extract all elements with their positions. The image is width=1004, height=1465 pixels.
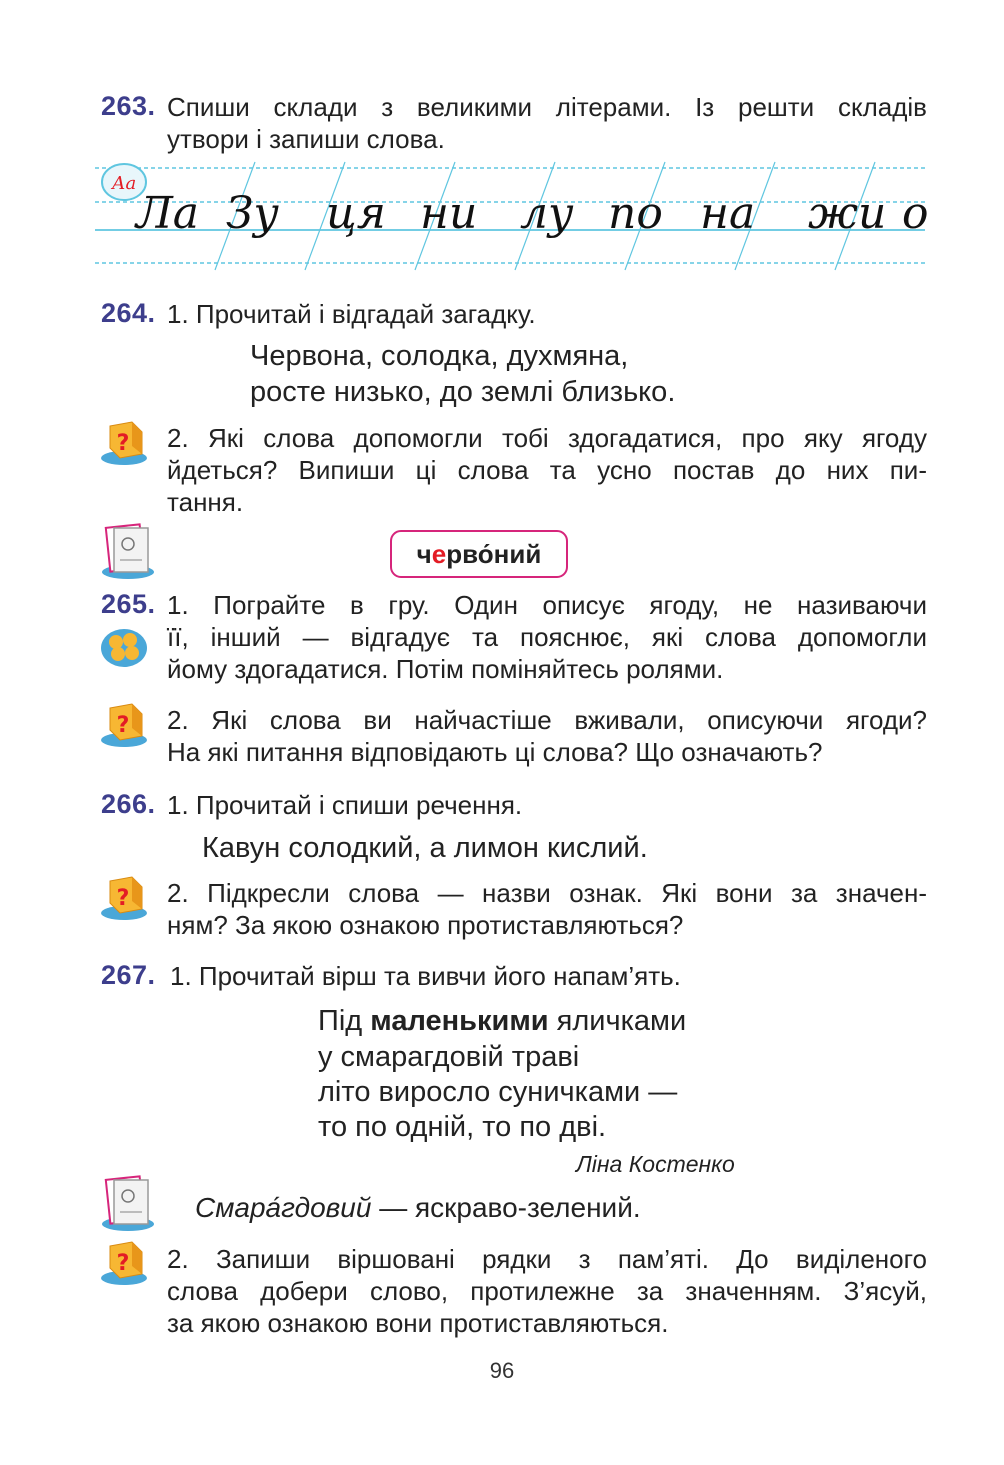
ex266-task2-line1: 2. Підкресли слова — назви ознак. Які вони за значен- bbox=[167, 878, 927, 908]
dictionary-icon bbox=[100, 522, 156, 580]
ex265-task1-line3: йому здогадатися. Потім поміняйтесь ролями. bbox=[167, 654, 724, 684]
svg-text:?: ? bbox=[116, 1251, 130, 1276]
question-cube-icon bbox=[98, 418, 150, 466]
svg-text:?: ? bbox=[116, 886, 130, 911]
ex267-task2-line1: 2. Запиши віршовані рядки з пам’яті. До виділеного bbox=[167, 1244, 927, 1274]
syllable-5: лу bbox=[520, 188, 574, 239]
question-cube-icon bbox=[98, 873, 150, 921]
exercise-number-265: 265. bbox=[101, 589, 156, 619]
syllable-1: Ла bbox=[136, 188, 199, 239]
ex265-task2-line2: На які питання відповідають ці слова? Що означають? bbox=[167, 737, 823, 767]
ex267-task2-line2: слова добери слово, протилежне за значенням. З’ясуй, bbox=[167, 1276, 927, 1306]
syllable-9: о bbox=[902, 188, 929, 239]
poem-line-3: літо виросло суничками — bbox=[318, 1076, 678, 1108]
ex264-riddle-line1: Червона, солодка, духмяна, bbox=[250, 340, 629, 372]
vocabulary-word-badge: черво́ний bbox=[390, 530, 568, 578]
ex266-task1: 1. Прочитай і спиши речення. bbox=[167, 790, 523, 820]
exercise-number-266: 266. bbox=[101, 789, 156, 819]
dictionary-icon bbox=[100, 1174, 156, 1232]
ex264-task2-line2: йдеться? Випиши ці слова та усно постав до них пи- bbox=[167, 455, 927, 485]
ex264-task1: 1. Прочитай і відгадай загадку. bbox=[167, 299, 536, 329]
ex263-line1: Спиши склади з великими літерами. Із решти складів bbox=[167, 92, 927, 122]
poem-author: Ліна Костенко bbox=[576, 1151, 735, 1177]
page-number: 96 bbox=[489, 1358, 515, 1383]
syllable-4: ни bbox=[420, 188, 478, 239]
ex264-task2-line1: 2. Які слова допомогли тобі здогадатися, про яку ягоду bbox=[167, 423, 927, 453]
exercise-number-264: 264. bbox=[101, 298, 156, 328]
question-cube-icon bbox=[98, 1238, 150, 1286]
ex264-task2-line3: тання. bbox=[167, 487, 244, 517]
svg-text:?: ? bbox=[116, 431, 130, 456]
syllable-7: на bbox=[700, 188, 756, 239]
exercise-number-263: 263. bbox=[101, 91, 156, 121]
poem-line-4: то по одній, то по дві. bbox=[318, 1111, 607, 1143]
syllable-6: по bbox=[608, 188, 663, 239]
question-cube-icon bbox=[98, 700, 150, 748]
syllable-2: Зу bbox=[226, 188, 279, 239]
syllable-8: жи bbox=[808, 188, 887, 239]
ex266-task2-line2: ням? За якою ознакою протиставляються? bbox=[167, 910, 684, 940]
poem-line-2: у смарагдовій траві bbox=[318, 1041, 580, 1073]
ex264-riddle-line2: росте низько, до землі близько. bbox=[250, 376, 676, 408]
ex265-task1-line2: її, інший — відгадує та пояснює, які слова допомогли bbox=[167, 622, 927, 652]
ex267-task1: 1. Прочитай вірш та вивчи його напам’ять. bbox=[170, 961, 681, 991]
poem-line-1: Під маленькими яличками bbox=[318, 1005, 687, 1037]
syllable-3: ця bbox=[326, 188, 386, 239]
svg-text:Аа: Аа bbox=[111, 173, 137, 194]
group-game-icon bbox=[98, 624, 150, 668]
ex265-task1-line1: 1. Пограйте в гру. Один описує ягоду, не називаючи bbox=[167, 590, 927, 620]
ex266-sentence: Кавун солодкий, а лимон кислий. bbox=[202, 832, 648, 864]
exercise-number-267: 267. bbox=[101, 960, 156, 990]
gloss-definition: Смара́гдовий — яскраво-зелений. bbox=[195, 1192, 641, 1223]
svg-text:?: ? bbox=[116, 713, 130, 738]
ex265-task2-line1: 2. Які слова ви найчастіше вживали, описуючи ягоди? bbox=[167, 705, 927, 735]
ex263-line2: утвори і запиши слова. bbox=[167, 124, 445, 154]
ex267-task2-line3: за якою ознакою вони протиставляються. bbox=[167, 1308, 669, 1338]
